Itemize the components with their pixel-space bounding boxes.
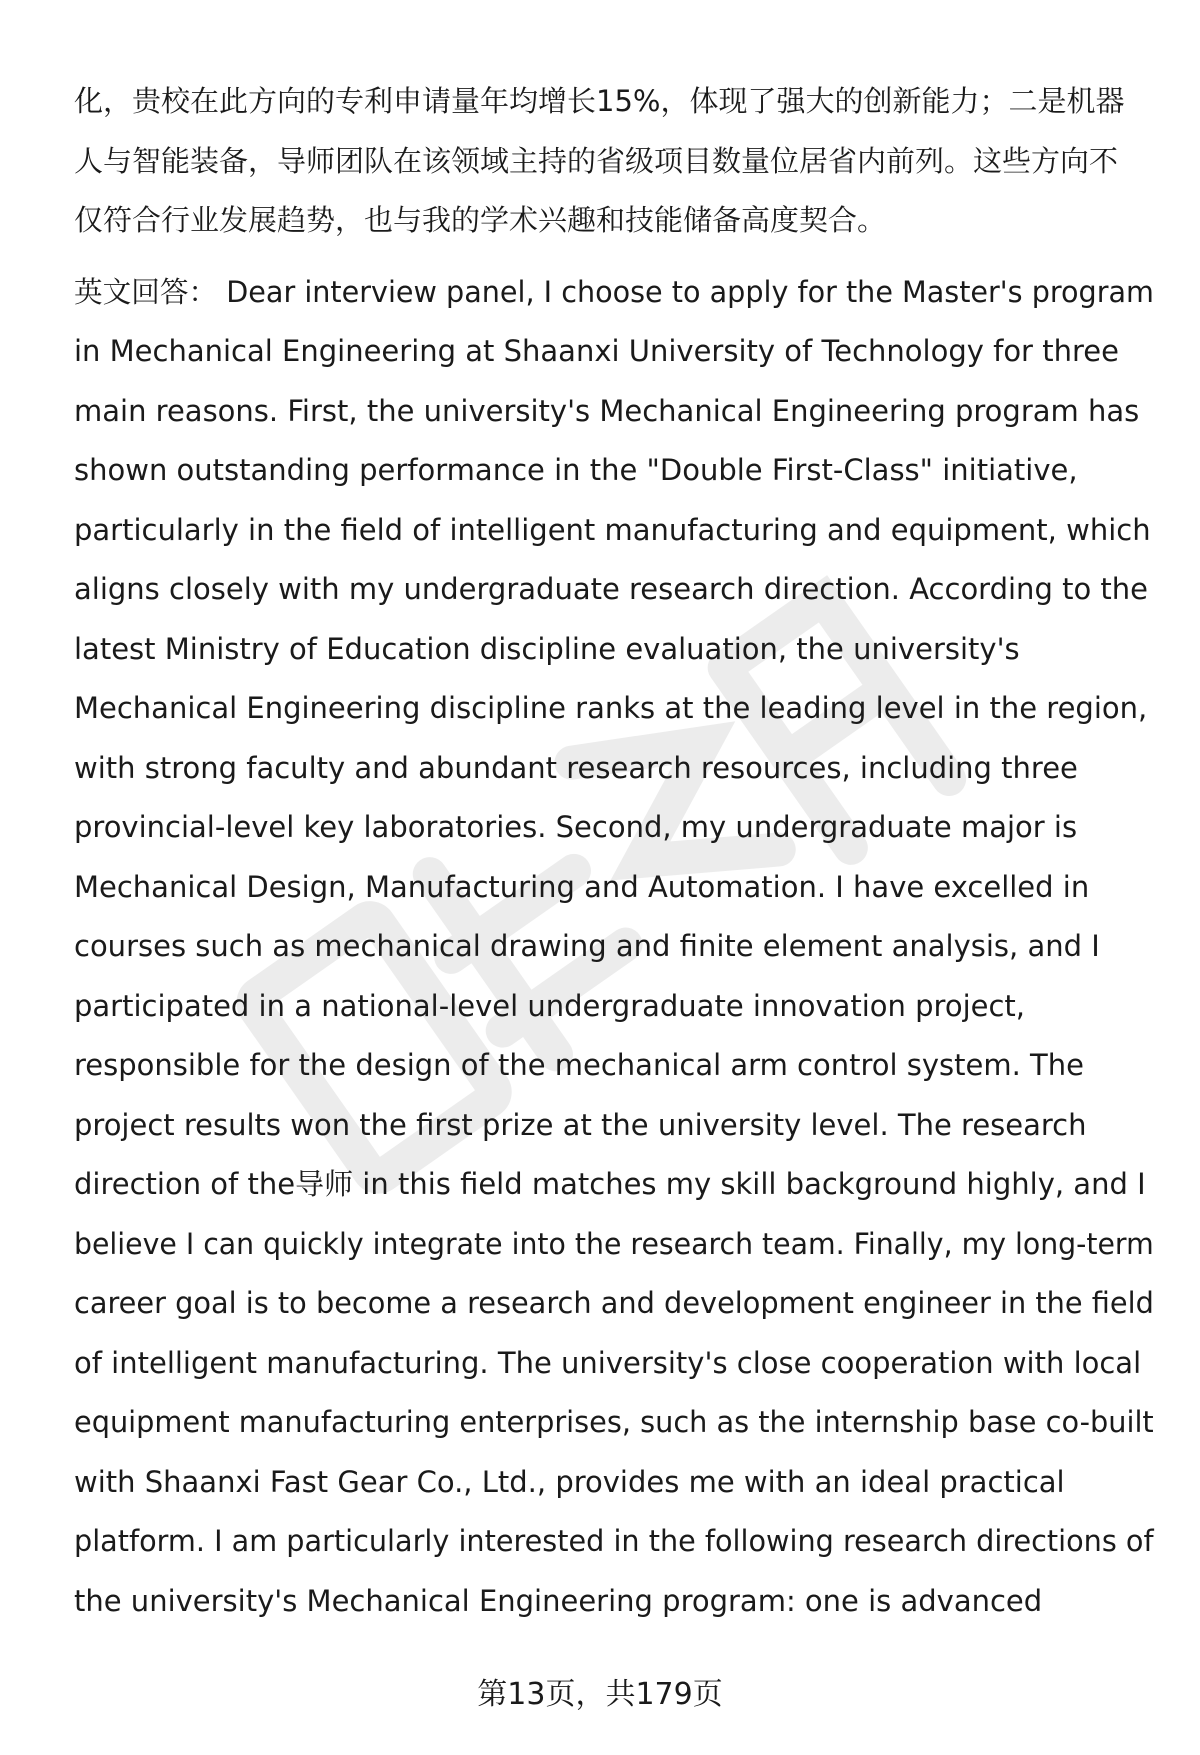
text-line: aligns closely with my undergraduate research direction. According to the [74, 572, 1148, 606]
text-line: direction of the导师 in this field matches my skill background highly, and I [74, 1167, 1146, 1201]
text-line: equipment manufacturing enterprises, such as the internship base co-built [74, 1405, 1154, 1439]
text-line: with strong faculty and abundant research resources, including three [74, 750, 1078, 785]
english-answer-paragraph [74, 263, 1154, 1632]
text-line: believe I can quickly integrate into the research team. Finally, my long-term [74, 1226, 1154, 1261]
text-line: Mechanical Design, Manufacturing and Automation. I have excelled in [74, 869, 1090, 904]
text-line: 英文回答： Dear interview panel, I choose to apply for the Master's program [74, 274, 1154, 309]
text-line: latest Ministry of Education discipline evaluation, the university's [74, 631, 1020, 666]
text-line: platform. I am particularly interested in the following research directions of [74, 1524, 1154, 1558]
text-line: particularly in the field of intelligent manufacturing and equipment, which [74, 512, 1151, 547]
text-line: in Mechanical Engineering at Shaanxi University of Technology for three [74, 334, 1119, 368]
text-line: 人与智能装备，导师团队在该领域主持的省级项目数量位居省内前列。这些方向不 [74, 143, 1119, 178]
text-line: 化，贵校在此方向的专利申请量年均增长15%，体现了强大的创新能力；二是机器 [74, 84, 1125, 118]
chinese-answer-paragraph [74, 72, 1154, 251]
text-line: with Shaanxi Fast Gear Co., Ltd., provides me with an ideal practical [74, 1464, 1065, 1499]
text-line: responsible for the design of the mechanical arm control system. The [74, 1048, 1084, 1082]
text-line: career goal is to become a research and development engineer in the field [74, 1286, 1154, 1320]
text-line: of intelligent manufacturing. The university's close cooperation with local [74, 1345, 1142, 1380]
text-line: provincial-level key laboratories. Second, my undergraduate major is [74, 810, 1078, 844]
text-line: Mechanical Engineering discipline ranks at the leading level in the region, [74, 691, 1148, 725]
text-line: courses such as mechanical drawing and finite element analysis, and I [74, 929, 1100, 963]
text-line: the university's Mechanical Engineering program: one is advanced [74, 1583, 1043, 1618]
text-line: shown outstanding performance in the "Double First-Class" initiative, [74, 453, 1078, 487]
text-line: 仅符合行业发展趋势，也与我的学术兴趣和技能储备高度契合。 [74, 203, 887, 237]
page-number-footer: 第13页，共179页 [477, 1677, 723, 1712]
document-body [74, 72, 1154, 1631]
text-line: project results won the first prize at the university level. The research [74, 1107, 1087, 1142]
text-line: participated in a national-level undergraduate innovation project, [74, 988, 1026, 1023]
text-line: main reasons. First, the university's Mechanical Engineering program has [74, 393, 1140, 428]
